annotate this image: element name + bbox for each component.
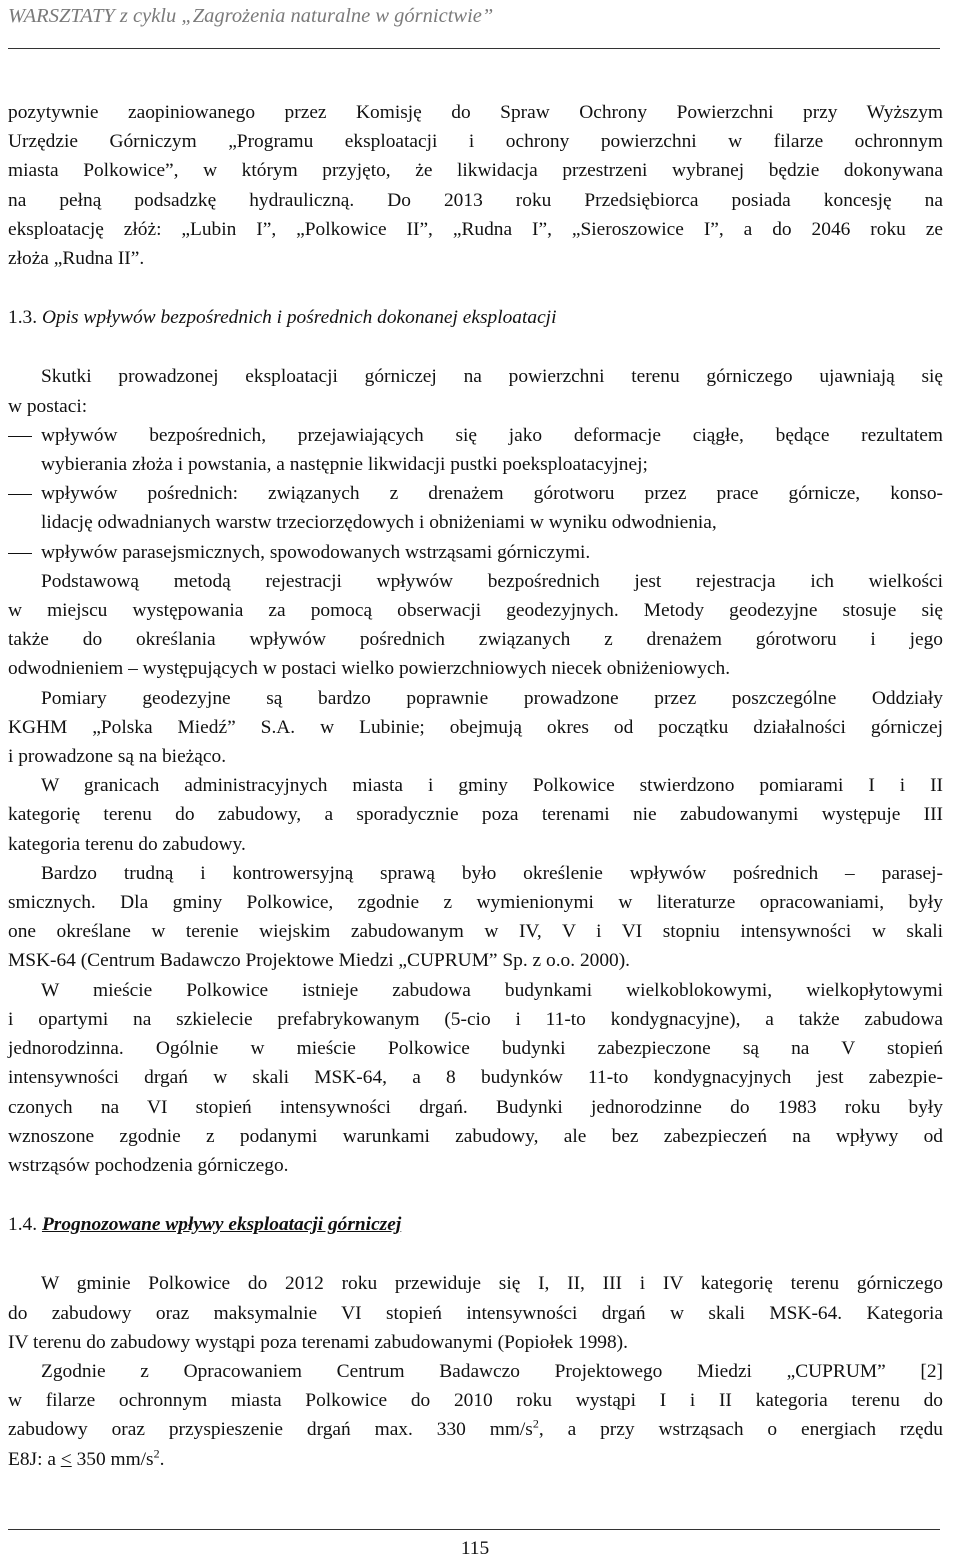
text-line: Podstawową metodą rejestracji wpływów bezpośrednich jest rejestracja ich wielkości	[41, 570, 943, 592]
text-line: W gminie Polkowice do 2012 roku przewiduje się I, II, III i IV kategorię terenu górniczego	[41, 1273, 943, 1295]
text-line: intensywności drgań w skali MSK-64, a 8 budynków 11-to kondygnacyjnych jest zabezpie-	[8, 1067, 943, 1089]
text-line: Skutki prowadzonej eksploatacji górniczej na powierzchni terenu górniczego ujawniają się	[41, 366, 943, 388]
paragraph-bardzo	[8, 859, 943, 976]
text-line: wstrząsów pochodzenia górniczego.	[8, 1154, 289, 1176]
text-line: do zabudowy oraz maksymalnie VI stopień intensywności drgań w skali MSK-64. Kategoria	[8, 1302, 943, 1324]
text-line: jednorodzinna. Ogólnie w mieście Polkowice budynki zabezpieczone są na V stopień	[8, 1038, 943, 1060]
paragraph-podstawowa	[8, 567, 943, 684]
text-line: czonych na VI stopień intensywności drgań. Budynki jednorodzinne do 1983 roku były	[8, 1096, 943, 1118]
section-number: 1.4.	[8, 1214, 38, 1236]
section-heading-1-3	[8, 303, 943, 332]
bullet-list	[8, 421, 943, 567]
text-line: one określane w terenie wiejskim zabudowanym w IV, V i VI stopniu intensywności w skali	[8, 921, 943, 943]
text-line: Zgodnie z Opracowaniem Centrum Badawczo Projektowego Miedzi „CUPRUM” [2]	[41, 1360, 943, 1382]
paragraph-intro	[8, 98, 943, 273]
text-line: MSK-64 (Centrum Badawczo Projektowe Miedzi „CUPRUM” Sp. z o.o. 2000).	[8, 950, 631, 972]
text-line	[8, 1415, 943, 1444]
text-line: kategoria terenu do zabudowy.	[8, 833, 246, 855]
text-line: KGHM „Polska Miedź” S.A. w Lubinie; obejmują okres od początku działalności górniczej	[8, 716, 943, 738]
section-title: Opis wpływów bezpośrednich i pośrednich dokonanej eksploatacji	[41, 307, 557, 329]
list-item: wpływów parasejsmicznych, spowodowanych wstrząsami górniczymi.	[8, 538, 943, 567]
text-line: i prowadzone są na bieżąco.	[8, 746, 227, 768]
text-line: IV terenu do zabudowy wystąpi poza terenami zabudowanymi (Popiołek 1998).	[8, 1331, 628, 1353]
list-item: wpływów pośrednich: związanych z drenażem górotworu przez prace górnicze, konso-	[8, 479, 943, 508]
section-title: Prognozowane wpływy eksploatacji górniczej	[41, 1214, 402, 1236]
text-line: w miejscu występowania za pomocą obserwacji geodezyjnych. Metody geodezyjne stosuje się	[8, 600, 943, 622]
text-line: odwodnieniem – występujących w postaci wielko powierzchniowych niecek obniżeniowych.	[8, 658, 731, 680]
less-equal-symbol: <	[60, 1448, 72, 1470]
text-fragment: zabudowy oraz przyspieszenie drgań max. 330 mm/s	[8, 1419, 533, 1441]
list-item-continuation: wybierania złoża i powstania, a następnie likwidacji pustki poeksploatacyjnej;	[41, 454, 648, 476]
paragraph-zgodnie	[8, 1357, 943, 1474]
text-line: Bardzo trudną i kontrowersyjną sprawą było określenie wpływów pośrednich – parasej-	[41, 862, 943, 884]
paragraph-pomiary	[8, 684, 943, 772]
section-heading-1-4	[8, 1210, 943, 1239]
text-line: miasta Polkowice”, w którym przyjęto, że likwidacja przestrzeni wybranej będzie dokonywana	[8, 160, 943, 182]
text-line: w filarze ochronnym miasta Polkowice do 2010 roku wystąpi I i II kategoria terenu do	[8, 1390, 943, 1412]
text-line	[8, 1445, 943, 1474]
text-line: W mieście Polkowice istnieje zabudowa budynkami wielkoblokowymi, wielkopłytowymi	[41, 979, 943, 1001]
text-line: Pomiary geodezyjne są bardzo poprawnie prowadzone przez poszczególne Oddziały	[41, 687, 943, 709]
text-fragment: 350 mm/s	[71, 1448, 154, 1470]
superscript: 2	[532, 1416, 539, 1431]
text-line: na pełną podsadzkę hydrauliczną. Do 2013 roku Przedsiębiorca posiada koncesję na	[8, 189, 943, 211]
paragraph-miescie	[8, 976, 943, 1180]
list-item: wpływów bezpośrednich, przejawiających się jako deformacje ciągłe, będące rezultatem	[8, 421, 943, 450]
paragraph-granicach	[8, 771, 943, 859]
text-fragment: .	[159, 1448, 165, 1470]
text-fragment: E8J: a	[8, 1448, 61, 1470]
footer-rule	[8, 1529, 940, 1530]
text-line: i opartymi na szkielecie prefabrykowanym (5-cio i 11-to kondygnacyjne), a także zabudowa	[8, 1008, 943, 1030]
text-line: smicznych. Dla gminy Polkowice, zgodnie z wymienionymi w literaturze opracowaniami, były	[8, 892, 943, 914]
text-line: wznoszone zgodnie z podanymi warunkami zabudowy, ale bez zabezpieczeń na wpływy od	[8, 1125, 943, 1147]
text-line: złoża „Rudna II”.	[8, 248, 145, 270]
superscript: 2	[153, 1446, 160, 1461]
paragraph-gminie	[8, 1269, 943, 1357]
text-fragment: , a przy wstrząsach o energiach rzędu	[538, 1419, 943, 1441]
text-line: Urzędzie Górniczym „Programu eksploatacji i ochrony powierzchni w filarze ochronnym	[8, 131, 943, 153]
text-line: W granicach administracyjnych miasta i gminy Polkowice stwierdzono pomiarami I i II	[41, 775, 943, 797]
text-line: w postaci:	[8, 395, 88, 417]
running-header: WARSZTATY z cyklu „Zagrożenia naturalne w górnictwie”	[8, 5, 494, 27]
section-number: 1.3.	[8, 307, 38, 329]
text-line: także do określania wpływów pośrednich związanych z drenażem górotworu i jego	[8, 629, 943, 651]
document-body	[8, 98, 943, 1474]
text-line: kategorię terenu do zabudowy, a sporadycznie poza terenami nie zabudowanymi występuje III	[8, 804, 943, 826]
list-item-continuation: lidację odwadnianych warstw trzeciorzędowych i obniżeniami w wyniku odwodnienia,	[41, 512, 717, 534]
text-line: eksploatację złóż: „Lubin I”, „Polkowice II”, „Rudna I”, „Sieroszowice I”, a do 2046 roku ze	[8, 218, 943, 240]
header-rule	[8, 48, 940, 49]
text-line: pozytywnie zaopiniowanego przez Komisję do Spraw Ochrony Powierzchni przy Wyższym	[8, 102, 943, 123]
paragraph-skutki	[8, 362, 943, 420]
page-number: 115	[460, 1538, 490, 1559]
